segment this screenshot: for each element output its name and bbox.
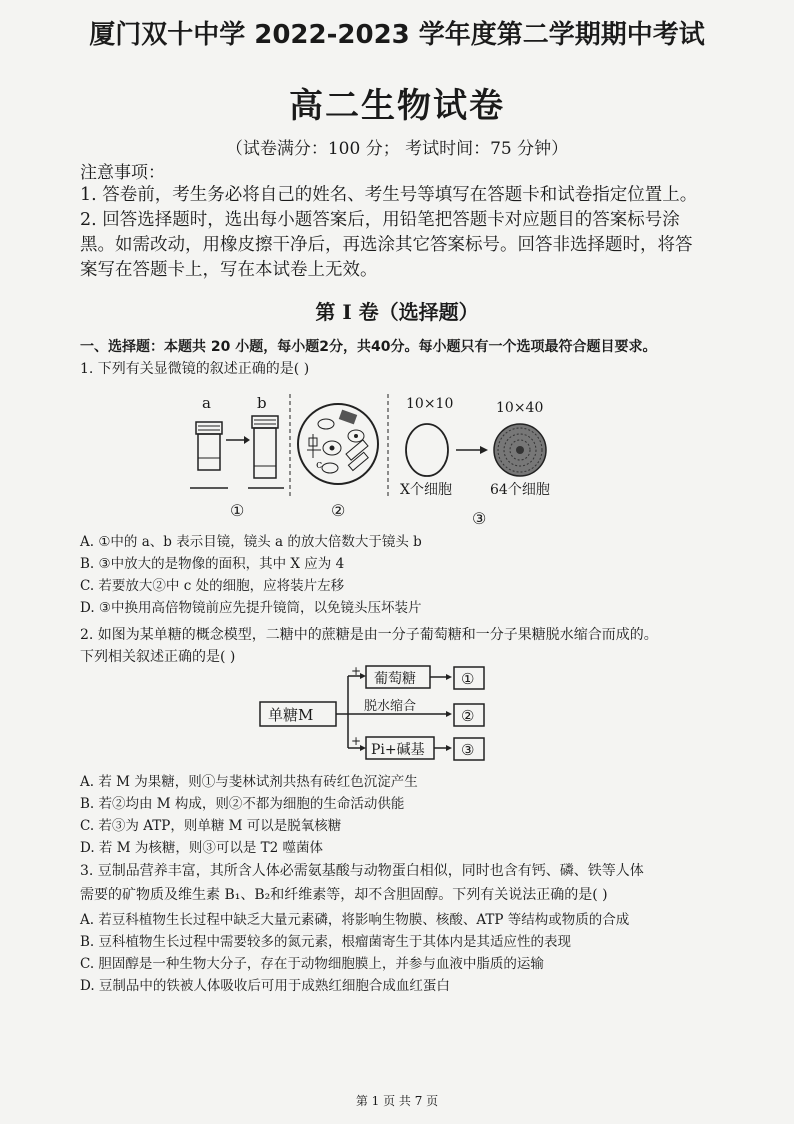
question-2-stem: 下列相关叙述正确的是( ) [80, 649, 236, 665]
notice-line: 案写在答题卡上，写在本试卷上无效。 [80, 260, 378, 280]
question-3-option-c: C. 胆固醇是一种生物大分子，存在于动物细胞膜上，并参与血液中脂质的运输 [80, 956, 544, 972]
microscope-figure [180, 388, 570, 526]
plus-sign: + [351, 664, 362, 678]
lens-diagram [190, 394, 290, 520]
question-3-option-a: A. 若豆科植物生长过程中缺乏大量元素磷，将影响生物膜、核酸、ATP 等结构或物质的合成 [80, 912, 630, 928]
magnification-diagram [400, 396, 550, 526]
notice-heading: 注意事项： [80, 163, 165, 183]
question-2-option-a: A. 若 M 为果糖，则①与斐林试剂共热有砖红色沉淀产生 [80, 774, 418, 790]
exam-info: （试卷满分：100 分； 考试时间：75 分钟） [225, 139, 569, 159]
source-label: 单糖M [268, 706, 314, 724]
main-title: 高二生物试卷 [289, 86, 505, 126]
mag-left: 10×10 [406, 396, 454, 412]
question-1-stem: 1. 下列有关显微镜的叙述正确的是( ) [80, 361, 310, 377]
notice-line: 1. 答卷前，考生务必将自己的姓名、考生号等填写在答题卡和试卷指定位置上。 [80, 185, 698, 205]
lens-b-label: b [257, 394, 267, 412]
question-3-option-b: B. 豆科植物生长过程中需要较多的氮元素，根瘤菌寄生于其体内是其适应性的表现 [80, 934, 572, 950]
question-2-option-d: D. 若 M 为核糖，则③可以是 T2 噬菌体 [80, 840, 324, 856]
dehydration-label: 脱水缩合 [364, 699, 417, 714]
question-2-option-c: C. 若③为 ATP，则单糖 M 可以是脱氧核糖 [80, 818, 342, 834]
question-2-option-b: B. 若②均由 M 构成，则②不都为细胞的生命活动供能 [80, 796, 405, 812]
question-2-stem: 2. 如图为某单糖的概念模型，二糖中的蔗糖是由一分子葡萄糖和一分子果糖脱水缩合而成的。 [80, 627, 658, 643]
section-instruction: 一、选择题：本题共 20 小题，每小题2分，共40分。每小题只有一个选项最符合题目要求。 [80, 339, 657, 355]
pi-base-label: Pi+碱基 [371, 742, 425, 758]
question-1-option-d: D. ③中换用高倍物镜前应先提升镜筒，以免镜头压坏装片 [80, 600, 422, 616]
plus-sign: + [351, 734, 362, 748]
cells-left: X个细胞 [400, 482, 452, 498]
cells-right: 64个细胞 [490, 482, 550, 498]
panel-1-label: ① [230, 501, 245, 520]
mag-right: 10×40 [496, 400, 544, 416]
output-3: ③ [461, 741, 475, 759]
glucose-label: 葡萄糖 [374, 671, 416, 687]
output-1: ① [461, 670, 475, 688]
question-3-option-d: D. 豆制品中的铁被人体吸收后可用于成熟红细胞合成血红蛋白 [80, 978, 450, 994]
field-of-view [298, 394, 388, 520]
school-title: 厦门双十中学 2022-2023 学年度第二学期期中考试 [89, 20, 705, 50]
output-2: ② [461, 707, 475, 725]
panel-2-label: ② [331, 501, 346, 520]
page-number: 第 1 页 共 7 页 [355, 1094, 439, 1108]
lens-a-label: a [202, 394, 211, 412]
question-1-option-c: C. 若要放大②中 c 处的细胞，应将装片左移 [80, 578, 345, 594]
monosaccharide-model [258, 664, 498, 766]
cell-c-label: c [316, 458, 323, 471]
section-title: 第 I 卷（选择题） [315, 300, 479, 324]
notice-line: 2. 回答选择题时，选出每小题答案后，用铅笔把答题卡对应题目的答案标号涂 [80, 210, 680, 230]
question-1-option-b: B. ③中放大的是物像的面积，其中 X 应为 4 [80, 556, 345, 572]
question-3-stem: 需要的矿物质及维生素 B₁、B₂和纤维素等，却不含胆固醇。下列有关说法正确的是( ) [80, 887, 608, 903]
question-1-option-a: A. ①中的 a、b 表示目镜，镜头 a 的放大倍数大于镜头 b [80, 534, 422, 550]
question-3-stem: 3. 豆制品营养丰富，其所含人体必需氨基酸与动物蛋白相似，同时也含有钙、磷、铁等人体 [80, 863, 644, 879]
panel-3-label: ③ [472, 509, 487, 526]
notice-line: 黑。如需改动，用橡皮擦干净后，再选涂其它答案标号。回答非选择题时，将答 [80, 235, 693, 255]
